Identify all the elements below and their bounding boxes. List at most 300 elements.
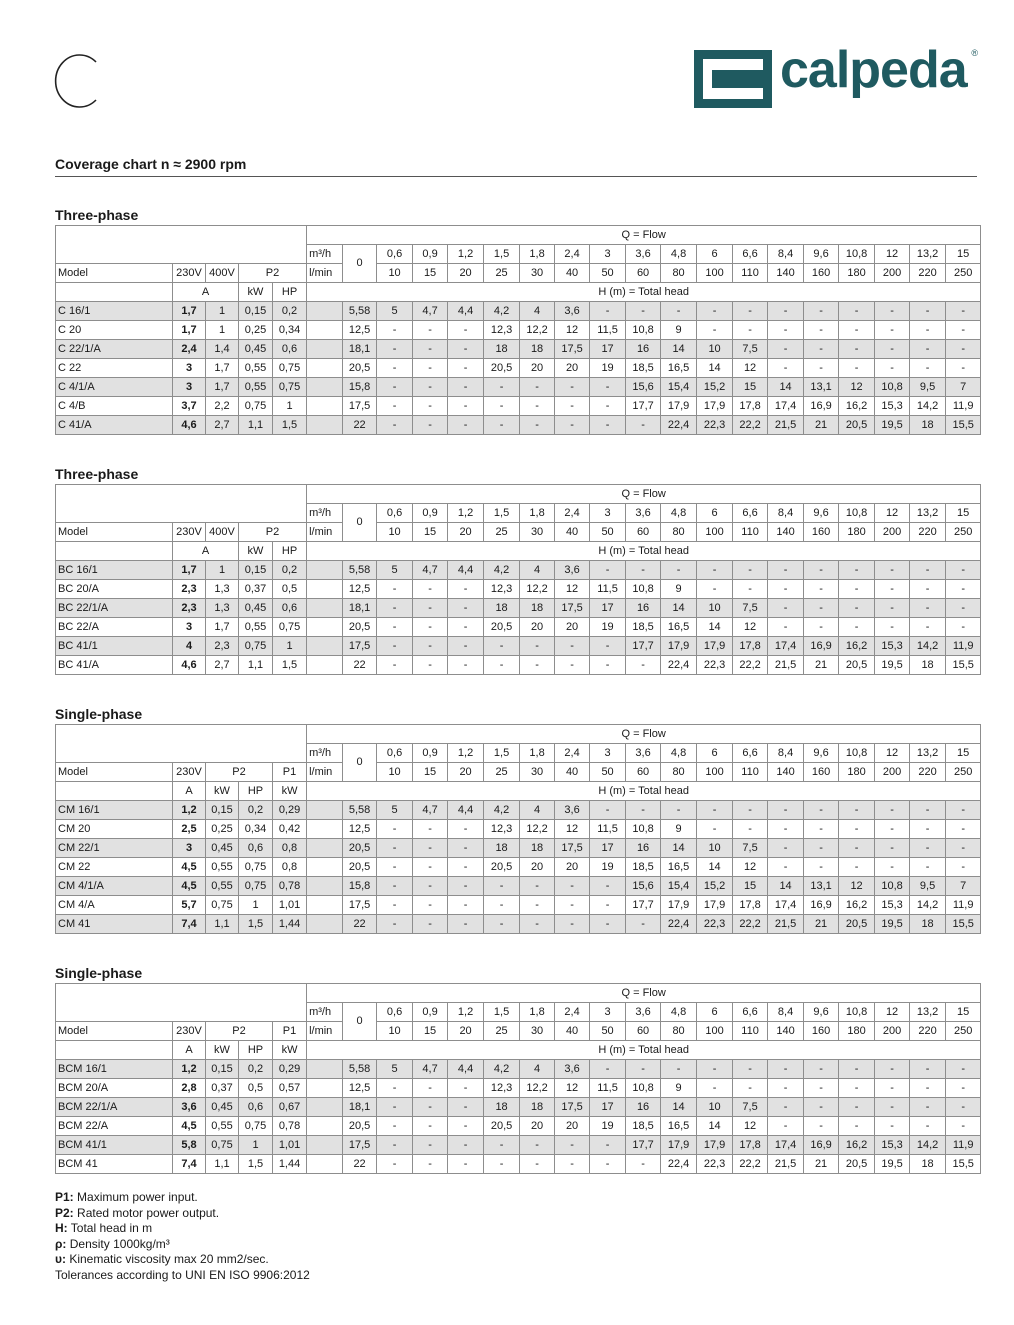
head-value: -: [377, 359, 413, 378]
head-value: 13,1: [804, 877, 839, 896]
flow-lmin-value: 10: [377, 264, 413, 283]
head-value: -: [626, 1155, 661, 1174]
unit-lmin: l/min: [307, 264, 343, 283]
model-name: BC 22/A: [56, 618, 173, 637]
head-value: 17,7: [626, 637, 661, 656]
head-value: -: [590, 801, 626, 820]
power-p1-kw: 0,78: [273, 1117, 307, 1136]
head-value: -: [555, 896, 590, 915]
flow-lmin-value: 40: [555, 264, 590, 283]
flow-lmin-value: 200: [875, 763, 910, 782]
current-400v: 2,7: [206, 656, 239, 675]
current-230v: 3: [173, 359, 206, 378]
head-value: -: [413, 637, 448, 656]
flow-lmin-value: 160: [804, 1022, 839, 1041]
table-row: [56, 1155, 981, 1174]
head-value: 14,2: [910, 637, 946, 656]
head-value: -: [946, 1117, 981, 1136]
head-value: -: [733, 801, 768, 820]
power-p2-kw: 0,75: [239, 637, 273, 656]
head-value: -: [768, 1098, 804, 1117]
head-value: -: [910, 580, 946, 599]
head-value: -: [484, 378, 520, 397]
head-value: -: [946, 561, 981, 580]
head-value: 9: [661, 321, 697, 340]
current-230v: 4: [173, 637, 206, 656]
power-p2-hp: 1: [239, 1136, 273, 1155]
flow-m3h-value: 9,6: [804, 744, 839, 763]
unit-hp: HP: [273, 283, 307, 302]
head-value: 12,5: [343, 580, 377, 599]
head-value: -: [590, 416, 626, 435]
head-value: -: [661, 1060, 697, 1079]
header-blank: [56, 226, 307, 245]
head-label: H (m) = Total head: [307, 283, 981, 302]
head-value: -: [875, 1079, 910, 1098]
head-value: 10,8: [626, 580, 661, 599]
head-value: -: [946, 359, 981, 378]
power-p2-hp: 0,2: [239, 1060, 273, 1079]
unit-lmin: l/min: [307, 1022, 343, 1041]
head-value: -: [590, 1155, 626, 1174]
power-p1-kw: 0,57: [273, 1079, 307, 1098]
header-blank: [56, 984, 307, 1003]
table-row: [56, 896, 981, 915]
footnote-line: [55, 1252, 310, 1268]
head-value: 17,9: [697, 896, 733, 915]
head-value: 15,3: [875, 896, 910, 915]
head-value: 10: [697, 1098, 733, 1117]
flow-m3h-value: 6,6: [733, 504, 768, 523]
head-value: -: [413, 378, 448, 397]
table-row: [56, 637, 981, 656]
power-p2-hp: 0,75: [273, 359, 307, 378]
head-value: -: [377, 1155, 413, 1174]
head-value: -: [839, 820, 875, 839]
head-value: -: [377, 915, 413, 934]
head-value: 4,4: [448, 561, 484, 580]
head-value: 9: [661, 580, 697, 599]
head-value: 3,6: [555, 801, 590, 820]
head-value: 12: [555, 820, 590, 839]
head-value: -: [484, 416, 520, 435]
head-value: -: [875, 1060, 910, 1079]
head-value: -: [910, 359, 946, 378]
head-value: 12: [733, 1117, 768, 1136]
head-value: 15: [733, 877, 768, 896]
power-p2-hp: 0,75: [273, 378, 307, 397]
flow-m3h-value: 4,8: [661, 245, 697, 264]
header-blank: [56, 1003, 307, 1022]
flow-m3h-value: 8,4: [768, 245, 804, 264]
table-row: [56, 915, 981, 934]
current-230v: 5,7: [173, 896, 206, 915]
head-value: -: [448, 637, 484, 656]
flow-m3h-value: 8,4: [768, 504, 804, 523]
head-value: 3,6: [555, 561, 590, 580]
head-value: 4,2: [484, 302, 520, 321]
head-value: 11,9: [946, 896, 981, 915]
head-value: 15,6: [626, 378, 661, 397]
head-value: 20: [555, 1117, 590, 1136]
footnote-line: [55, 1206, 310, 1222]
head-value: 7,5: [733, 599, 768, 618]
head-value: -: [768, 1079, 804, 1098]
current-400v: 1,3: [206, 580, 239, 599]
coverage-table: [55, 484, 981, 675]
head-value: 9: [661, 820, 697, 839]
head-value: 12,3: [484, 1079, 520, 1098]
head-value: 7,5: [733, 1098, 768, 1117]
lmin-spacer: [307, 1060, 343, 1079]
table-row: [56, 561, 981, 580]
head-value: 4: [520, 801, 555, 820]
lmin-spacer: [307, 618, 343, 637]
table-row: [56, 820, 981, 839]
head-value: 20: [555, 618, 590, 637]
head-value: 17,8: [733, 896, 768, 915]
head-value: 15,5: [946, 416, 981, 435]
head-value: -: [555, 915, 590, 934]
head-value: -: [626, 801, 661, 820]
power-p1-kw: 0,29: [273, 801, 307, 820]
head-value: -: [520, 877, 555, 896]
lmin-spacer: [307, 340, 343, 359]
head-value: 17,9: [661, 1136, 697, 1155]
flow-lmin-value: 20: [448, 1022, 484, 1041]
head-value: 20,5: [343, 359, 377, 378]
lmin-spacer: [307, 896, 343, 915]
flow-m3h-value: 9,6: [804, 504, 839, 523]
head-value: 20: [555, 359, 590, 378]
flow-lmin-value: 10: [377, 763, 413, 782]
flow-m3h-value: 4,8: [661, 1003, 697, 1022]
col-header-p2: P2: [206, 763, 273, 782]
head-value: -: [804, 321, 839, 340]
head-label: H (m) = Total head: [307, 542, 981, 561]
head-value: -: [626, 416, 661, 435]
footnote-term: H:: [55, 1221, 68, 1236]
head-value: 15,5: [946, 1155, 981, 1174]
unit-kw: kW: [239, 542, 273, 561]
head-value: -: [661, 561, 697, 580]
head-value: -: [839, 340, 875, 359]
head-value: 16,9: [804, 1136, 839, 1155]
head-value: 11,5: [590, 580, 626, 599]
flow-lmin-value: 30: [520, 264, 555, 283]
head-value: 16,5: [661, 618, 697, 637]
model-blank: [56, 283, 173, 302]
head-value: 17,4: [768, 637, 804, 656]
model-name: BCM 22/A: [56, 1117, 173, 1136]
head-value: 19,5: [875, 915, 910, 934]
model-name: C 22: [56, 359, 173, 378]
flow-lmin-value: 110: [733, 1022, 768, 1041]
model-name: BCM 20/A: [56, 1079, 173, 1098]
flow-lmin-value: 160: [804, 763, 839, 782]
model-name: CM 20: [56, 820, 173, 839]
head-value: 21,5: [768, 416, 804, 435]
power-p2-hp: 0,6: [273, 599, 307, 618]
head-value: 3,6: [555, 1060, 590, 1079]
head-value: 7,5: [733, 340, 768, 359]
header-blank: [56, 504, 307, 523]
power-p2-kw: 1,1: [206, 1155, 239, 1174]
head-value: 16,5: [661, 1117, 697, 1136]
model-name: CM 22: [56, 858, 173, 877]
coverage-section: [55, 207, 977, 435]
power-p2-kw: 0,75: [206, 1136, 239, 1155]
current-230v: 4,5: [173, 877, 206, 896]
head-value: 12: [839, 877, 875, 896]
table-row: [56, 1060, 981, 1079]
flow-m3h-value: 15: [946, 1003, 981, 1022]
head-value: -: [733, 302, 768, 321]
head-value: 15: [733, 378, 768, 397]
head-value: -: [413, 877, 448, 896]
flow-m3h-value: 6,6: [733, 744, 768, 763]
footnote-text: Total head in m: [67, 1221, 153, 1236]
head-label: H (m) = Total head: [307, 782, 981, 801]
flow-lmin-value: 200: [875, 523, 910, 542]
head-value: -: [768, 302, 804, 321]
power-p2-kw: 0,45: [239, 599, 273, 618]
head-value: -: [910, 858, 946, 877]
current-400v: 1,7: [206, 359, 239, 378]
head-value: -: [520, 1136, 555, 1155]
head-value: -: [768, 1060, 804, 1079]
head-value: -: [590, 561, 626, 580]
power-p2-kw: 0,45: [206, 1098, 239, 1117]
head-value: -: [590, 656, 626, 675]
flow-m3h-value: 2,4: [555, 744, 590, 763]
current-400v: 1: [206, 321, 239, 340]
footnote-text: Density 1000kg/m³: [66, 1236, 170, 1251]
head-value: -: [839, 561, 875, 580]
flow-m3h-value: 6,6: [733, 1003, 768, 1022]
power-p2-kw: 0,25: [239, 321, 273, 340]
head-value: 12: [733, 858, 768, 877]
unit-m3h: m³/h: [307, 744, 343, 763]
head-value: 16,5: [661, 858, 697, 877]
head-value: 17,7: [626, 896, 661, 915]
head-value: 20: [520, 1117, 555, 1136]
current-230v: 2,5: [173, 820, 206, 839]
power-p2-kw: 1,1: [206, 915, 239, 934]
flow-m3h-value: 8,4: [768, 1003, 804, 1022]
flow-lmin-value: 140: [768, 264, 804, 283]
flow-m3h-value: 12: [875, 1003, 910, 1022]
head-value: -: [910, 561, 946, 580]
head-value: 18: [520, 839, 555, 858]
head-value: -: [590, 397, 626, 416]
flow-lmin-value: 180: [839, 1022, 875, 1041]
head-value: -: [946, 321, 981, 340]
flow-m3h-value: 10,8: [839, 504, 875, 523]
head-value: 17: [590, 340, 626, 359]
model-name: C 41/A: [56, 416, 173, 435]
head-value: -: [413, 656, 448, 675]
head-value: -: [377, 397, 413, 416]
head-value: -: [946, 599, 981, 618]
model-name: CM 4/A: [56, 896, 173, 915]
head-value: 4,4: [448, 1060, 484, 1079]
footnote-line: [55, 1190, 310, 1206]
flow-lmin-value: 60: [626, 264, 661, 283]
head-value: 15,3: [875, 397, 910, 416]
head-value: -: [946, 858, 981, 877]
head-value: -: [697, 321, 733, 340]
head-value: 22,2: [733, 656, 768, 675]
head-value: 4,2: [484, 801, 520, 820]
lmin-spacer: [307, 839, 343, 858]
head-value: -: [413, 359, 448, 378]
head-value: -: [804, 1060, 839, 1079]
head-value: 19: [590, 359, 626, 378]
current-230v: 3,6: [173, 1098, 206, 1117]
head-value: -: [733, 580, 768, 599]
flow-lmin-value: 60: [626, 763, 661, 782]
current-230v: 2,8: [173, 1079, 206, 1098]
head-value: 20,5: [839, 416, 875, 435]
power-p2-kw: 0,15: [206, 1060, 239, 1079]
head-value: 3,6: [555, 302, 590, 321]
head-value: 4: [520, 561, 555, 580]
head-value: 10,8: [626, 1079, 661, 1098]
flow-lmin-value: 10: [377, 523, 413, 542]
current-230v: 1,7: [173, 302, 206, 321]
head-value: -: [484, 656, 520, 675]
head-value: 5: [377, 561, 413, 580]
head-value: 19,5: [875, 1155, 910, 1174]
head-value: 12,2: [520, 580, 555, 599]
head-value: -: [377, 416, 413, 435]
flow-lmin-value: 10: [377, 1022, 413, 1041]
head-value: -: [910, 839, 946, 858]
lmin-spacer: [307, 397, 343, 416]
flow-m3h-value: 15: [946, 245, 981, 264]
head-value: -: [768, 801, 804, 820]
unit-hp: HP: [239, 782, 273, 801]
head-value: 17,5: [555, 1098, 590, 1117]
current-230v: 7,4: [173, 915, 206, 934]
head-value: -: [804, 1079, 839, 1098]
col-header-p1: P1: [273, 763, 307, 782]
flow-lmin-value: 180: [839, 523, 875, 542]
head-value: -: [484, 915, 520, 934]
power-p2-kw: 0,55: [206, 877, 239, 896]
head-value: 10: [697, 839, 733, 858]
model-blank: [56, 782, 173, 801]
flow-m3h-value: 6: [697, 744, 733, 763]
flow-lmin-value: 40: [555, 1022, 590, 1041]
head-value: -: [413, 340, 448, 359]
power-p2-hp: 0,6: [273, 340, 307, 359]
lmin-spacer: [307, 656, 343, 675]
current-400v: 1,3: [206, 599, 239, 618]
current-230v: 1,2: [173, 801, 206, 820]
flow-m3h-value: 3,6: [626, 245, 661, 264]
power-p1-kw: 1,01: [273, 1136, 307, 1155]
flow-m3h-value: 15: [946, 504, 981, 523]
head-value: 17,5: [555, 599, 590, 618]
flow-m3h-value: 2,4: [555, 504, 590, 523]
head-value: 10,8: [875, 877, 910, 896]
flow-m3h-value: 3,6: [626, 744, 661, 763]
flow-label: Q = Flow: [307, 984, 981, 1003]
footnotes: [55, 1190, 310, 1284]
current-230v: 3,7: [173, 397, 206, 416]
power-p2-kw: 0,25: [206, 820, 239, 839]
head-value: 22: [343, 656, 377, 675]
head-value: 16,2: [839, 397, 875, 416]
power-p2-kw: 0,75: [239, 397, 273, 416]
flow-lmin-value: 110: [733, 264, 768, 283]
power-p2-kw: 0,55: [239, 359, 273, 378]
head-value: 21: [804, 1155, 839, 1174]
head-value: 15,3: [875, 637, 910, 656]
head-value: 5: [377, 302, 413, 321]
footnote-text: Maximum power input.: [73, 1190, 198, 1204]
head-value: -: [590, 302, 626, 321]
flow-m3h-value: 1,8: [520, 504, 555, 523]
lmin-spacer: [307, 1079, 343, 1098]
model-name: BCM 16/1: [56, 1060, 173, 1079]
unit-lmin: l/min: [307, 523, 343, 542]
head-value: 19: [590, 858, 626, 877]
flow-lmin-value: 25: [484, 523, 520, 542]
flow-m3h-value: 15: [946, 744, 981, 763]
flow-lmin-value: 20: [448, 264, 484, 283]
head-value: 4,2: [484, 561, 520, 580]
head-value: 7: [946, 877, 981, 896]
flow-m3h-value: 1,2: [448, 1003, 484, 1022]
flow-lmin-value: 60: [626, 1022, 661, 1041]
power-p2-hp: 1,5: [273, 416, 307, 435]
head-value: -: [910, 302, 946, 321]
head-value: 12,2: [520, 321, 555, 340]
head-value: -: [875, 580, 910, 599]
head-value: 4: [520, 302, 555, 321]
header-blank: [56, 744, 307, 763]
coverage-section: [55, 706, 977, 934]
flow-m3h-value: 1,8: [520, 1003, 555, 1022]
flow-lmin-value: 200: [875, 1022, 910, 1041]
head-value: -: [413, 839, 448, 858]
flow-lmin-value: 50: [590, 264, 626, 283]
head-value: 14,2: [910, 397, 946, 416]
head-value: 21: [804, 416, 839, 435]
head-value: 21,5: [768, 656, 804, 675]
power-p1-kw: 1,44: [273, 915, 307, 934]
head-value: 15,2: [697, 378, 733, 397]
col-header-400v: 400V: [206, 264, 239, 283]
head-value: -: [804, 801, 839, 820]
head-value: 22,4: [661, 416, 697, 435]
head-value: 4,7: [413, 801, 448, 820]
head-value: -: [484, 896, 520, 915]
head-value: -: [590, 1136, 626, 1155]
flow-m3h-value: 3,6: [626, 504, 661, 523]
head-value: 7,5: [733, 839, 768, 858]
flow-m3h-value: 0,9: [413, 744, 448, 763]
flow-zero: 0: [343, 504, 377, 542]
head-value: -: [768, 340, 804, 359]
head-value: 14: [661, 340, 697, 359]
flow-lmin-value: 15: [413, 523, 448, 542]
current-230v: 4,6: [173, 656, 206, 675]
head-value: -: [768, 839, 804, 858]
